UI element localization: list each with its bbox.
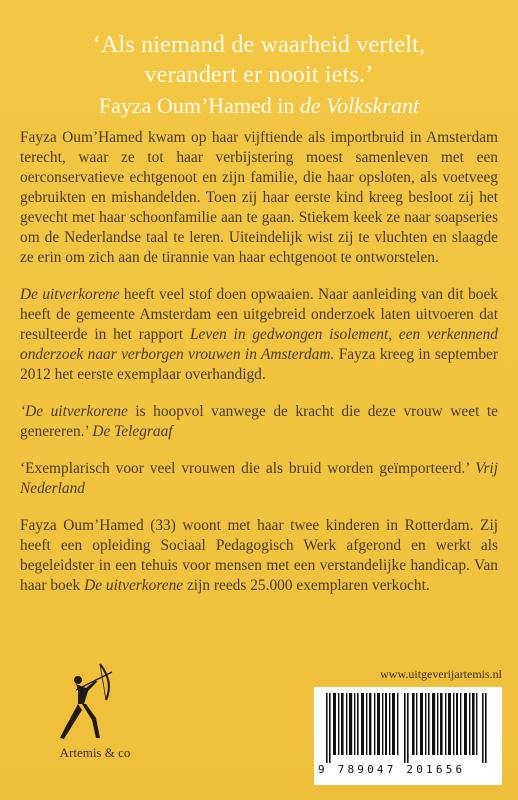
bio-text-b: zijn reeds 25.000 exemplaren verkocht. [183,577,430,594]
report-title: Leven in gedwongen isolement, een verkennend onderzoek naar verborgen vrouwen in Amsterdam. [20,326,498,363]
review-telegraaf [20,402,498,442]
review1-book-title: ‘De uitverkorene [20,403,128,420]
author-bio [20,516,498,596]
isbn-number: 9 789047 201656 [318,763,466,776]
featured-quote [20,30,498,121]
review2-source: Vrij Nederland [20,460,498,497]
impact-paragraph [20,285,498,385]
quote-line-2: verandert er nooit iets.’ [144,62,374,88]
review-vrij-nederland [20,459,498,499]
attribution-author: Fayza Oum’Hamed in [98,93,300,118]
barcode-icon [314,687,502,785]
archer-figure-icon [56,660,116,746]
blurb [20,128,498,596]
summary-paragraph: Fayza Oum’Hamed kwam op haar vijftiende als importbruid in Amsterdam terecht, waar ze tot haar verbijstering moest samenleven met een oerconservatieve echtgenoot en zijn familie, die haar opsloten, als voetveeg gebruikten en mishandelden. Toen zij haar eerste kind kreeg besloot zij het gevecht met haar schoonfamilie aan te gaan. Stiekem keek ze naar soapseries om de Nederlandse taal te leren. Uiteindelijk wist zij te vluchten en slaagde ze erin om zich aan de tirannie van haar echtgenoot te ontworstelen. [20,129,498,266]
publisher-website[interactable]: www.uitgeverijartemis.nl [380,667,502,681]
review2-text: ‘Exemplarisch voor veel vrouwen die als bruid worden geïmporteerd.’ [20,460,476,477]
quote-attribution [20,91,498,121]
bio-text-a: Fayza Oum’Hamed (33) woont met haar twee kinderen in Rotterdam. Zij heeft een opleiding Sociaal Pedagogisch Werk afgerond en werkt als begeleidster in een tehuis voor mensen met een verstandelijke handicap. Van haar boek [20,517,498,594]
book-title: De uitverkorene [20,286,120,303]
attribution-source: de Volkskrant [299,93,420,118]
review1-source: De Telegraaf [92,423,173,440]
publisher-name: Artemis & co [59,745,131,760]
quote-line-1: ‘Als niemand de waarheid vertelt, [92,32,426,58]
bio-book-title: De uitverkorene [84,577,184,594]
barcode-bars [326,693,490,763]
impact-text-b: Fayza kreeg in september 2012 het eerste exemplaar overhandigd. [20,346,498,383]
review1-text: is hoopvol vanwege de kracht die deze vrouw weet te genereren.’ [20,403,499,440]
impact-text-a: heeft veel stof doen opwaaien. Naar aanleiding van dit boek heeft de gemeente Amsterdam een uitgebreid onderzoek laten uitvoeren dat resulteerde in het rapport [20,286,498,343]
